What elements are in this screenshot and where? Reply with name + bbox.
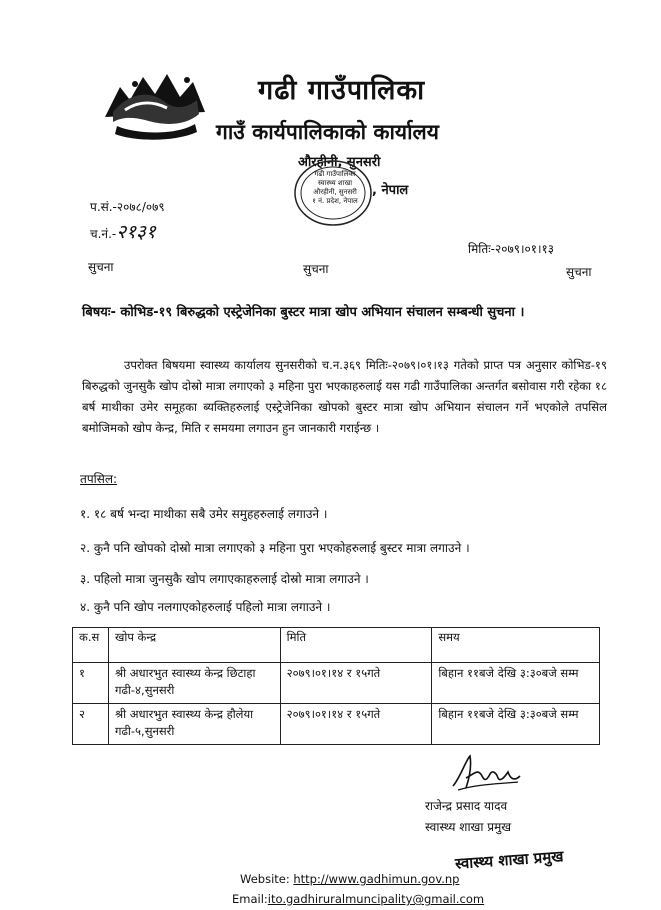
cell-sn: १	[73, 663, 109, 704]
address: औरहीनी, सुनसरी	[298, 155, 381, 170]
header-sn: क.स	[73, 628, 109, 663]
cn-reference	[90, 218, 156, 244]
cell-time: बिहान ११बजे देखि ३:३०बजे सम्म	[432, 704, 600, 745]
signatory-name: राजेन्द्र प्रसाद यादव	[425, 799, 508, 813]
cell-date: २०७९।०१।१४ र १५गते	[280, 663, 432, 704]
list-item: ४. कुनै पनि खोप नलगाएकोहरुलाई पहिलो मात्रा लगाउने ।	[80, 600, 331, 614]
cell-center: श्री अधारभुत स्वास्थ्य केन्द्र छिटाहा गढी-४,सुनसरी	[108, 663, 280, 704]
notice-label-right: सुचना	[566, 265, 592, 279]
schedule-table	[72, 627, 600, 745]
stamp-line-1: गढी गाउँपालिका	[314, 170, 356, 178]
cell-center: श्री अधारभुत स्वास्थ्य केन्द्र हौलेया गढी-५,सुनसरी	[108, 704, 280, 745]
letter-date: मितिः-२०७९।०१।१३	[468, 242, 555, 256]
list-item: ३. पहिलो मात्रा जुनसुकै खोप लगाएकाहरुलाई दोस्रो मात्रा लगाउने ।	[80, 572, 369, 586]
notice-label-center: सुचना	[303, 262, 329, 276]
subject-line: बिषयः- कोभिड-१९ बिरुद्धको एस्ट्रेजेनिका बुस्टर मात्रा खोप अभियान संचालन सम्बन्धी सुचना ।	[82, 305, 525, 320]
cell-time: बिहान ११बजे देखि ३:३०बजे सम्म	[432, 663, 600, 704]
signature-mark	[448, 748, 528, 793]
stamp-line-4: १ नं. प्रदेश, नेपाल	[312, 197, 358, 205]
body-paragraph: उपरोक्त बिषयमा स्वास्थ्य कार्यालय सुनसरीको च.न.३६९ मितिः-२०७९।०१।१३ गतेको प्राप्त पत्र अनुसार कोभिड-१९ बिरुद्धको जुनसुकै खोप दोस्रो मात्रा लगाएको ३ महिना पुरा भएकाहरुलाई यस गढी गाउँपालिका अन्तर्गत बसोवास गरी रहेका १८ बर्ष माथीका उमेर समूहका ब्यक्तिहरुलाई एस्ट्रेजेनिका खोपको बुस्टर मात्रा खोप अभियान संचालन गर्ने भएकोले तपसिल बमोजिमको खोप केन्द्र, मिति र समयमा लगाउन हुन जानकारी गराईन्छ ।	[82, 358, 607, 435]
emblem-logo	[95, 62, 215, 142]
email-label: Email:	[232, 892, 268, 906]
cn-value: २१३१	[116, 221, 156, 243]
ps-value: २०७८/०७९	[116, 200, 165, 214]
footer-email	[232, 892, 484, 906]
table-row	[73, 663, 600, 704]
cn-label: च.नं.-	[90, 227, 117, 241]
email-link[interactable]: ito.gadhiruralmuncipality@gmail.com	[267, 892, 485, 906]
tapasil-heading: तपसिल:	[80, 472, 118, 486]
footer-website	[240, 872, 459, 886]
header-center: खोप केन्द्र	[108, 628, 280, 663]
website-link[interactable]: http://www.gadhimun.gov.np	[293, 872, 460, 886]
office-stamp	[292, 158, 374, 228]
cell-sn: २	[73, 704, 109, 745]
header-date: मिति	[280, 628, 432, 663]
signatory-role: स्वास्थ्य शाखा प्रमुख	[425, 820, 512, 834]
list-item: २. कुनै पनि खोपको दोस्रो मात्रा लगाएको ३ महिना पुरा भएकोहरुलाई बुस्टर मात्रा लगाउने ।	[80, 541, 470, 555]
table-header-row	[73, 628, 600, 663]
org-name: गढी गाउँपालिका	[258, 75, 426, 106]
stamp-line-3: औरहीनी, सुनसरी	[313, 188, 357, 196]
website-label: Website:	[240, 872, 294, 886]
office-name: गाउँ कार्यपालिकाको कार्यालय	[216, 120, 439, 144]
stamp-line-2: स्वास्थ्य शाखा	[317, 179, 353, 187]
notice-label-left: सुचना	[88, 260, 114, 274]
ps-label: प.सं.-	[90, 200, 117, 214]
cell-date: २०७९।०१।१४ र १५गते	[280, 704, 432, 745]
header-time: समय	[432, 628, 600, 663]
role-stamp: स्वास्थ्य शाखा प्रमुख	[454, 847, 565, 873]
country: , नेपाल	[372, 183, 409, 198]
table-row	[73, 704, 600, 745]
list-item: १. १८ बर्ष भन्दा माथीका सबै उमेर समुहहरुलाई लगाउने ।	[80, 507, 328, 521]
ps-reference	[90, 198, 165, 215]
